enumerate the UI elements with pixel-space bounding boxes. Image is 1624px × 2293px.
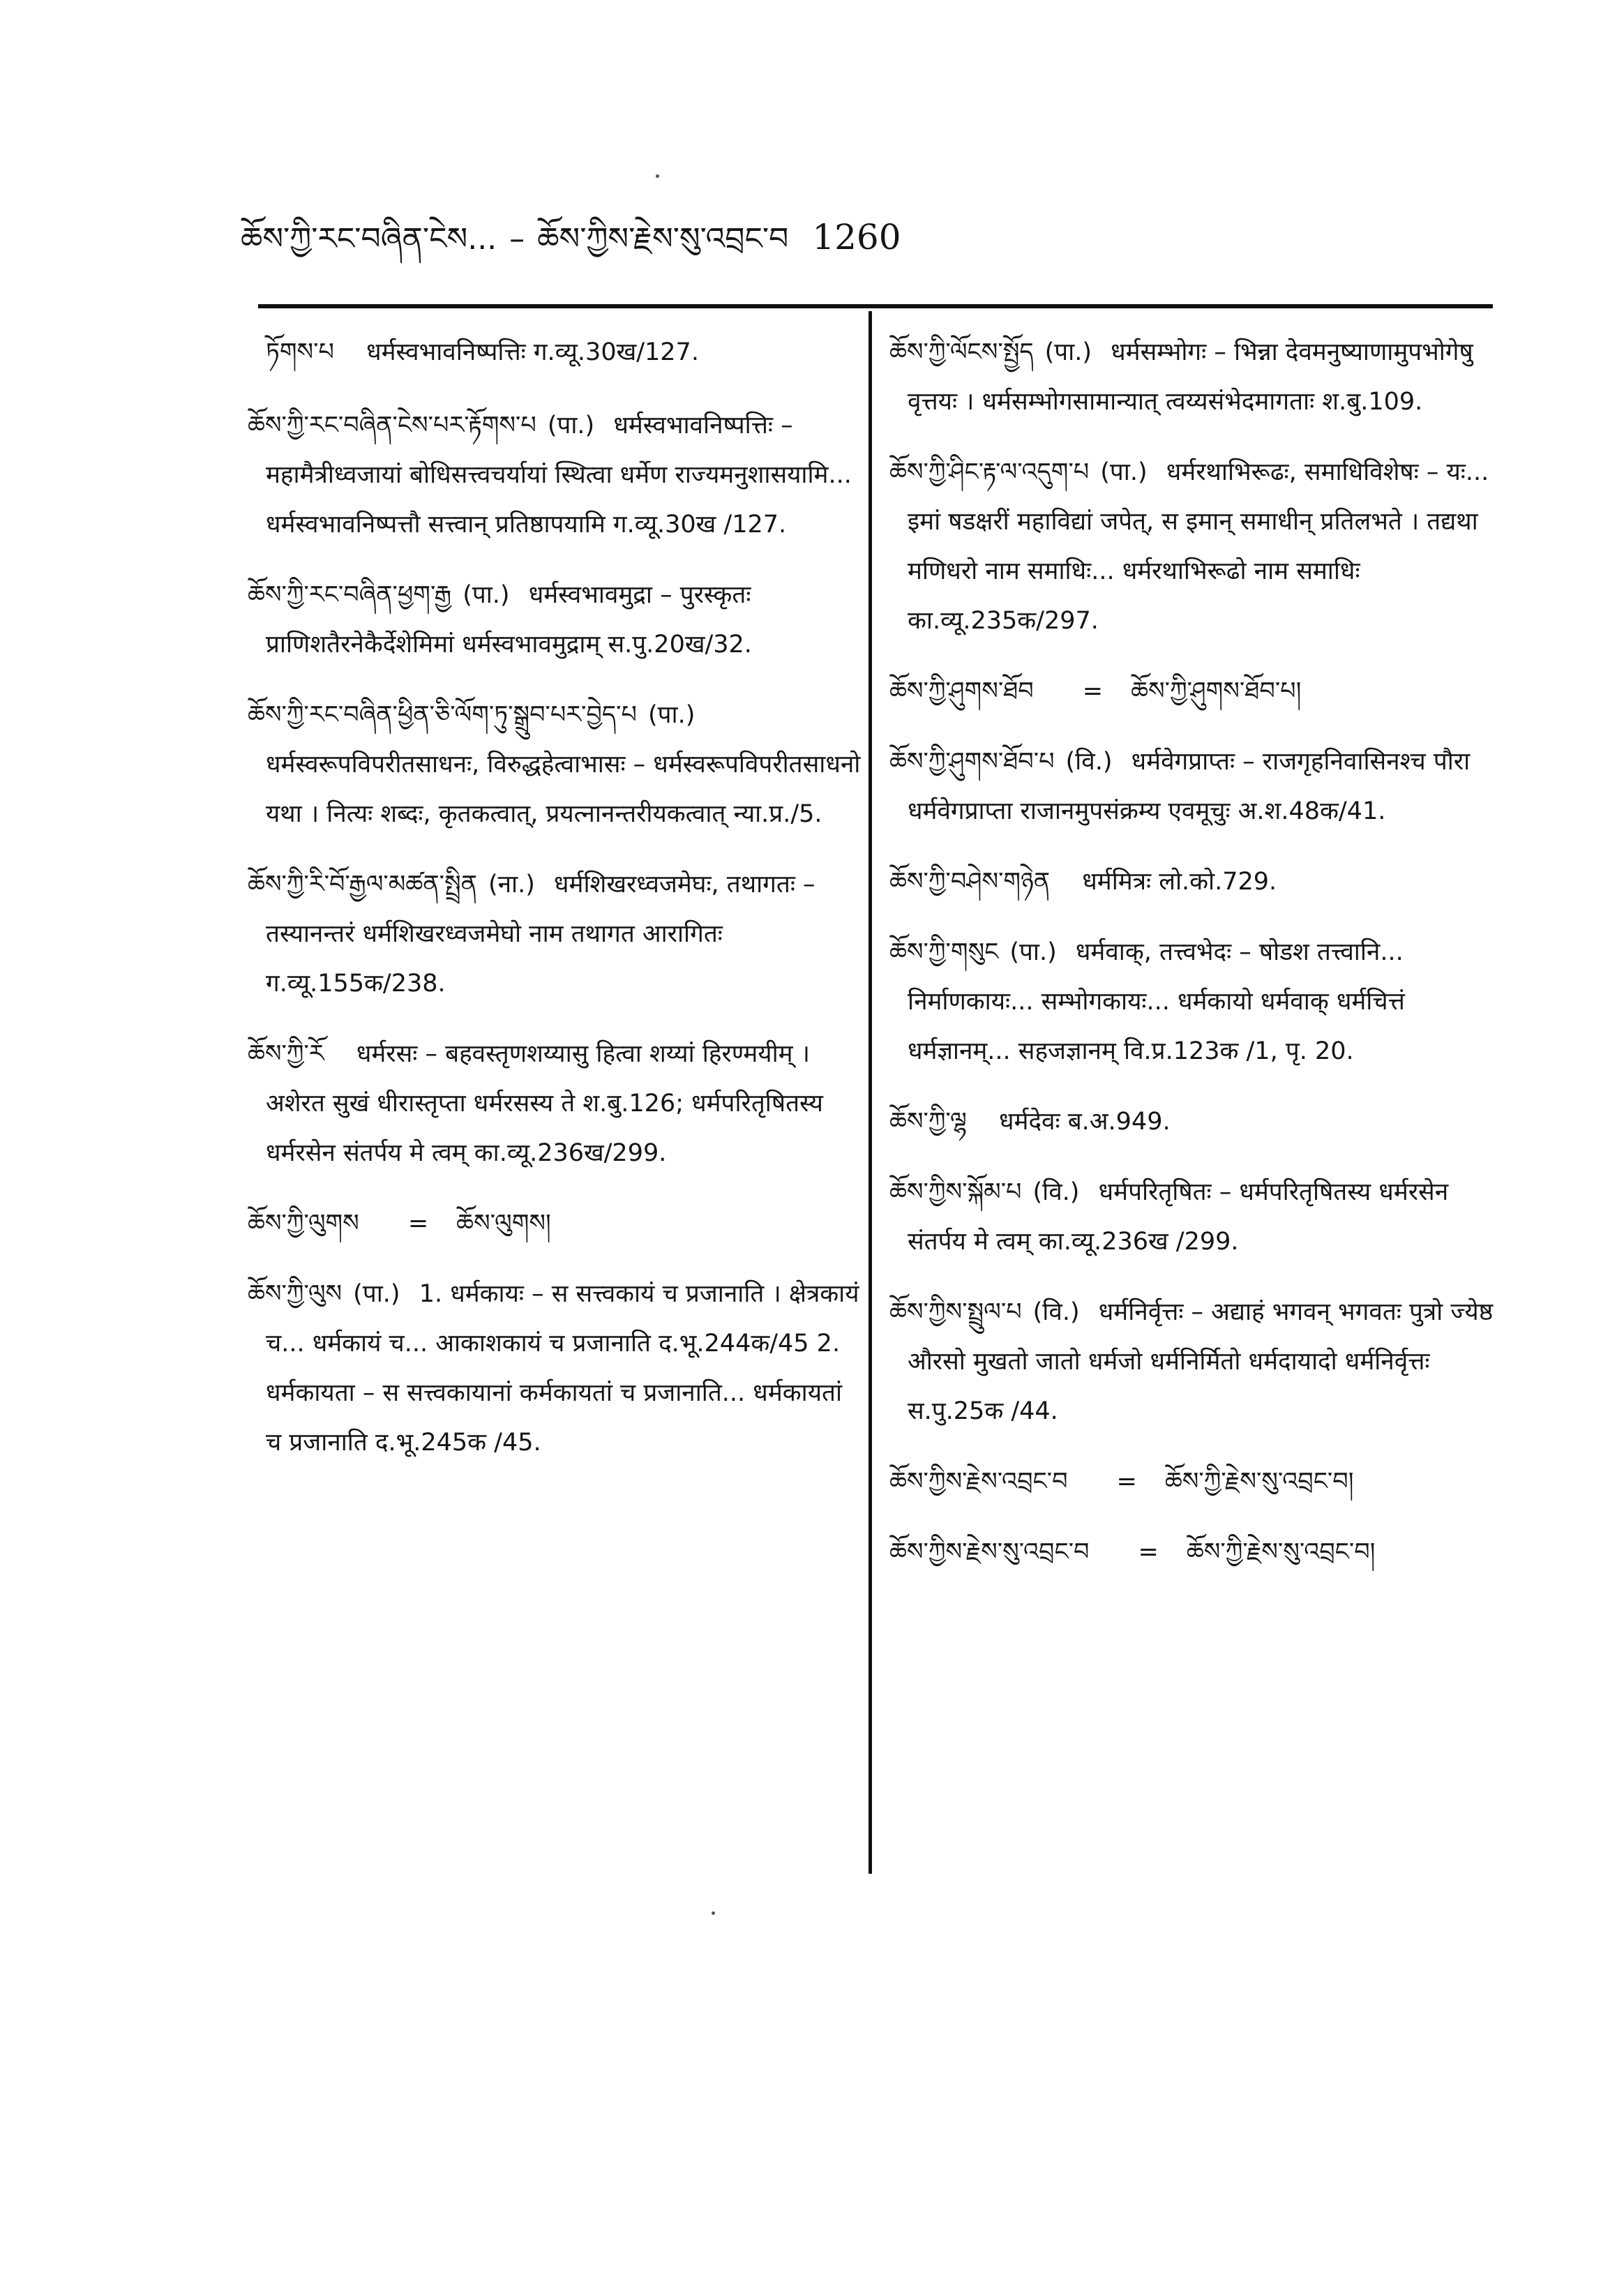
sanskrit-definition: धर्मस्वभावनिष्पत्तिः – महामैत्रीध्वजायां बोधिसत्त्वचर्यायां स्थित्वा धर्मेण राज्यमनुशासयामि... धर्मस्वभावनिष्पत्तौ सत्त्वान् प्रतिष्ठापयामि ग.व्यू.30ख /127. — [266, 412, 852, 539]
dictionary-entry — [889, 1288, 1503, 1436]
grammar-label: (पा.) — [647, 701, 696, 729]
header-left-headword: ཆོས་ཀྱི་རང་བཞིན་ངེས... — [241, 221, 497, 257]
sanskrit-definition: धर्मस्वरूपविपरीतसाधनः, विरुद्धहेत्वाभासः – धर्मस्वरूपविपरीतसाधनो यथा । नित्यः शब्दः, कृतकत्वात्, प्रयत्नानन्तरीयकत्वात् न्या.प्र./5. — [266, 751, 861, 828]
sanskrit-definition: धर्मवेगप्राप्तः – राजगृहनिवासिनश्च पौरा धर्मवेगप्राप्ता राजानमुपसंक्रम्य एवमूचुः अ.श.48क/41. — [908, 748, 1471, 825]
tibetan-headword: ཆོས་ཀྱི་ལུས — [248, 1280, 343, 1308]
dictionary-entry — [889, 737, 1503, 836]
tibetan-headword: ཆོས་ཀྱི་རི་བོ་རྒྱལ་མཚན་སྤྲིན — [248, 871, 477, 899]
tibetan-headword: ཆོས་ཀྱི་ལྷ — [889, 1108, 967, 1136]
sanskrit-definition: धर्मसम्भोगः – भिन्ना देवमनुष्याणामुपभोगेषु वृत्तयः । धर्मसम्भोगसामान्यात् त्वय्यसंभेदमागताः श.बु.109. — [908, 338, 1473, 416]
dictionary-entry — [889, 1097, 1503, 1147]
left-column — [248, 328, 862, 1489]
dictionary-entry — [248, 691, 862, 839]
sanskrit-definition: धर्मस्वभावनिष्पत्तिः ग.व्यू.30ख/127. — [366, 338, 699, 366]
dictionary-entry — [248, 571, 862, 670]
dictionary-entry — [248, 860, 862, 1009]
equals-sign: = — [1116, 1468, 1137, 1496]
tibetan-headword: ཏོགས་པ — [266, 338, 334, 366]
page-number: 1260 — [812, 217, 901, 257]
cross-reference-target: ཆོས་ལུགས། — [456, 1210, 551, 1238]
cross-reference-entry — [889, 1457, 1503, 1507]
dictionary-entry — [248, 401, 862, 550]
grammar-label: (पा.) — [1044, 338, 1092, 366]
grammar-label: (पा.) — [463, 581, 510, 609]
tibetan-headword: ཆོས་ཀྱི་ལུགས — [248, 1210, 359, 1238]
tibetan-headword: ཆོས་ཀྱི་གསུང — [889, 938, 999, 966]
equals-sign: = — [1138, 1538, 1159, 1566]
cross-reference-entry — [889, 1528, 1503, 1577]
sanskrit-definition: धर्मस्वभावमुद्रा – पुरस्कृतः प्राणिशतैरनेकैर्देशेमिमां धर्मस्वभावमुद्राम् स.पु.20ख/32. — [266, 581, 752, 659]
dictionary-entry — [248, 328, 862, 377]
tibetan-headword: ཆོས་ཀྱིས་སྤྲུལ་པ — [889, 1298, 1022, 1326]
header-right-headword: ཆོས་ཀྱིས་རྗེས་སུ་འབྲང་བ — [537, 221, 789, 257]
grammar-label: (वि.) — [1032, 1298, 1080, 1326]
tibetan-headword: ཆོས་ཀྱི་བཤེས་གཉེན — [889, 868, 1051, 896]
sanskrit-definition: 1. धर्मकायः – स सत्त्वकायं च प्रजानाति । क्षेत्रकायं च... धर्मकायं च... आकाशकायं च प्रजानाति द.भू.244क/45 2. धर्मकायता – स सत्त्वकायानां कर्मकायतां च प्रजानाति... धर्मकायतां च प्रजानाति द.भू.245क /45. — [266, 1280, 859, 1457]
dictionary-entry — [889, 928, 1503, 1076]
sanskrit-definition: धर्मनिर्वृत्तः – अद्याहं भगवन् भगवतः पुत्रो ज्येष्ठ औरसो मुखतो जातो धर्मजो धर्मनिर्मितो धर्मदायादो धर्मनिर्वृत्तः स.पु.25क /44. — [908, 1298, 1494, 1425]
tibetan-headword: ཆོས་ཀྱིས་རྗེས་སུ་འབྲང་བ — [889, 1538, 1090, 1566]
tibetan-headword: ཆོས་ཀྱིས་རྗེས་འབྲང་བ — [889, 1468, 1068, 1496]
cross-reference-target: ཆོས་ཀྱི་ཤུགས་ཐོབ་པ། — [1131, 677, 1302, 705]
scan-speck — [656, 174, 659, 178]
tibetan-headword: ཆོས་ཀྱི་ཤུགས་ཐོབ་པ — [889, 748, 1055, 776]
dictionary-entry — [248, 1030, 862, 1178]
cross-reference-entry — [248, 1199, 862, 1249]
tibetan-headword: ཆོས་ཀྱི་རོ — [248, 1040, 324, 1068]
dictionary-entry — [248, 1270, 862, 1468]
grammar-label: (पा.) — [547, 412, 595, 439]
equals-sign: = — [407, 1210, 429, 1238]
grammar-label: (पा.) — [1009, 938, 1057, 966]
sanskrit-definition: धर्मवाक्, तत्त्वभेदः – षोडश तत्त्वानि... निर्माणकायः... सम्भोगकायः... धर्मकायो धर्मवाक् धर्मचित्तं धर्मज्ञानम्... सहजज्ञानम् वि.प्र.123क /1, पृ. 20. — [908, 938, 1405, 1065]
grammar-label: (वि.) — [1032, 1178, 1080, 1206]
tibetan-headword: ཆོས་ཀྱི་ལོངས་སྤྱོད — [889, 338, 1034, 366]
tibetan-headword: ཆོས་ཀྱིས་སྐོམ་པ — [889, 1178, 1022, 1206]
grammar-label: (पा.) — [353, 1280, 400, 1308]
sanskrit-definition: धर्मपरितृषितः – धर्मपरितृषितस्य धर्मरसेन संतर्पय मे त्वम् का.व्यू.236ख /299. — [908, 1178, 1449, 1256]
scan-speck — [712, 1911, 715, 1915]
cross-reference-entry — [889, 667, 1503, 716]
tibetan-headword: ཆོས་ཀྱི་རང་བཞིན་ཕྱག་རྒྱ — [248, 581, 452, 609]
dictionary-entry — [889, 1168, 1503, 1267]
sanskrit-definition: धर्मदेवः ब.अ.949. — [999, 1108, 1171, 1136]
header-separator: – — [509, 221, 525, 257]
tibetan-headword: ཆོས་ཀྱི་ཤིང་རྟ་ལ་འདུག་པ — [889, 458, 1090, 486]
grammar-label: (वि.) — [1065, 748, 1113, 776]
grammar-label: (पा.) — [1100, 458, 1148, 486]
header-rule — [258, 304, 1493, 308]
equals-sign: = — [1082, 677, 1104, 705]
tibetan-headword: ཆོས་ཀྱི་རང་བཞིན་ངེས་པར་རྟོགས་པ — [248, 412, 536, 439]
tibetan-headword: ཆོས་ཀྱི་ཤུགས་ཐོབ — [889, 677, 1034, 705]
sanskrit-definition: धर्मशिखरध्वजमेघः, तथागतः – तस्यानन्तरं धर्मशिखरध्वजमेघो नाम तथागत आरागितः ग.व्यू.155क/238. — [266, 871, 815, 998]
right-column — [889, 328, 1503, 1598]
dictionary-entry — [889, 857, 1503, 907]
running-header — [241, 213, 938, 262]
column-divider — [869, 311, 872, 1874]
sanskrit-definition: धर्मरथाभिरूढः, समाधिविशेषः – यः... इमां षडक्षरीं महाविद्यां जपेत्, स इमान् समाधीन् प्रतिलभते । तद्यथा मणिधरो नाम समाधिः... धर्मरथाभिरूढो नाम समाधिः का.व्यू.235क/297. — [908, 458, 1489, 635]
grammar-label: (ना.) — [488, 871, 535, 899]
sanskrit-definition: धर्मरसः – बहवस्तृणशय्यासु हित्वा शय्यां हिरण्मयीम् । अशेरत सुखं धीरास्तृप्ता धर्मरसस्य ते श.बु.126; धर्मपरितृषितस्य धर्मरसेन संतर्पय मे त्वम् का.व्यू.236ख/299. — [266, 1040, 823, 1167]
dictionary-entry — [889, 328, 1503, 427]
sanskrit-definition: धर्ममित्रः लो.को.729. — [1082, 868, 1277, 896]
tibetan-headword: ཆོས་ཀྱི་རང་བཞིན་ཕྱིན་ཅི་ལོག་ཏུ་སྒྲུབ་པར་བྱེད་པ — [248, 701, 637, 729]
cross-reference-target: ཆོས་ཀྱི་རྗེས་སུ་འབྲང་བ། — [1164, 1468, 1354, 1496]
dictionary-entry — [889, 448, 1503, 646]
cross-reference-target: ཆོས་ཀྱི་རྗེས་སུ་འབྲང་བ། — [1186, 1538, 1376, 1566]
